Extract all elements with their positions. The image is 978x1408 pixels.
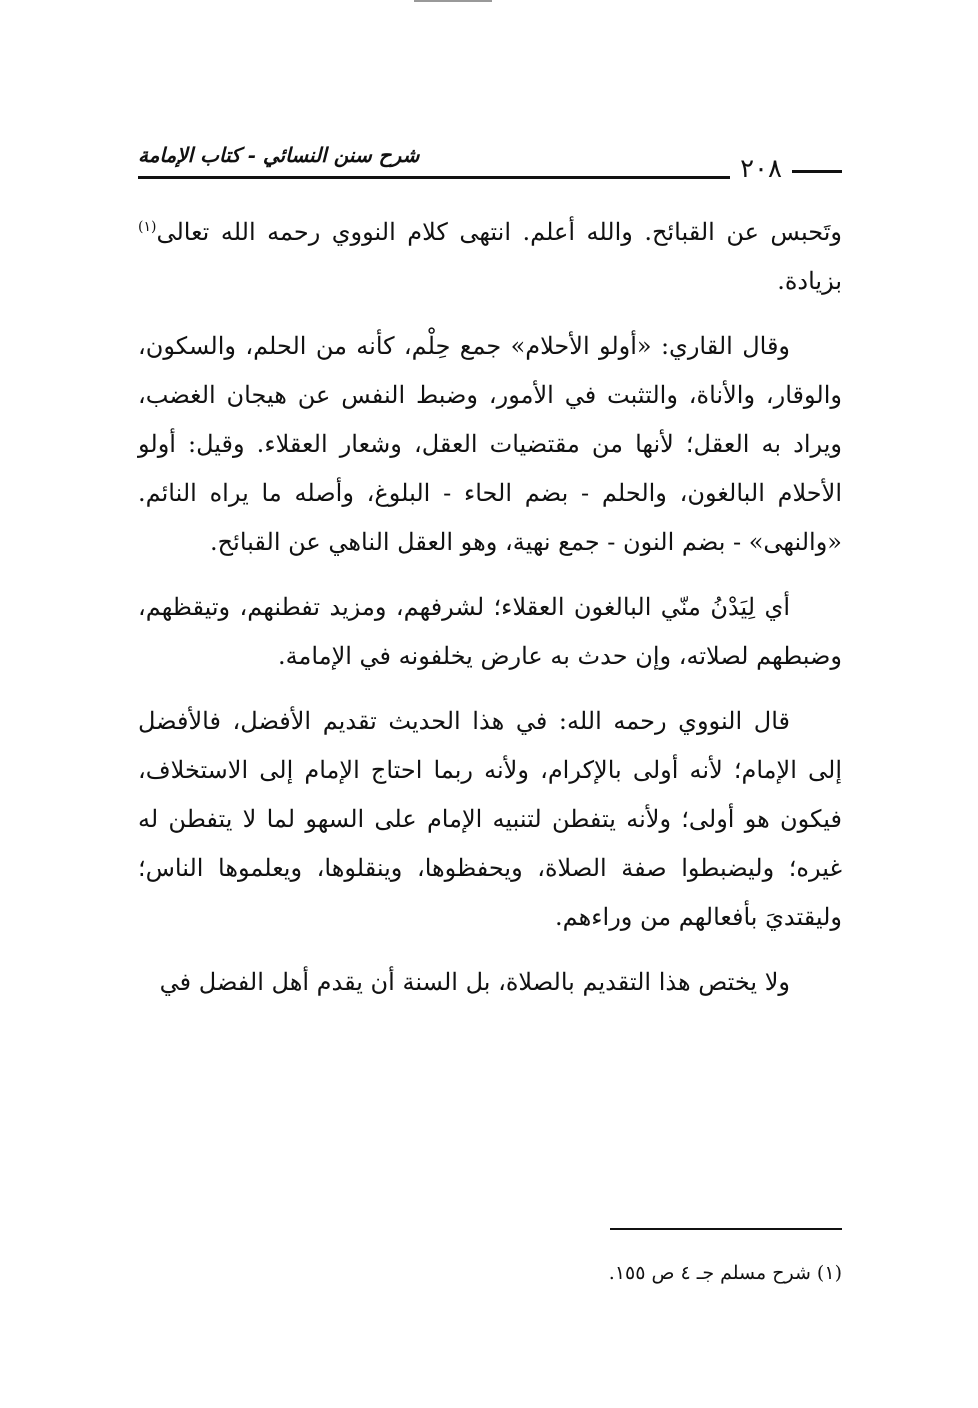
paragraph-1-text-end: بزيادة.: [777, 267, 842, 295]
page-number: ٢٠٨: [740, 154, 782, 184]
footnote-reference: (١): [138, 219, 157, 235]
footnote: (١) شرح مسلم جـ ٤ ص ١٥٥.: [608, 1262, 842, 1284]
page-number-dash: [792, 170, 842, 173]
top-edge-mark: [414, 0, 492, 2]
paragraph-5: ولا يختص هذا التقديم بالصلاة، بل السنة أن يقدم أهل الفضل في: [159, 968, 790, 996]
paragraph-3: أي لِيَدْنُ منّي البالغون العقلاء؛ لشرفهم، ومزيد تفطنهم، وتيقظهم، وضبطهم لصلاته، وإن حدث به عارض يخلفونه في الإمامة.: [138, 593, 842, 670]
header-rule: [138, 176, 730, 179]
paragraph-1: [138, 208, 842, 306]
footnote-rule: [610, 1228, 842, 1230]
paragraph-1-text: وتَحبس عن القبائح. والله أعلم. انتهى كلام النووي رحمه الله تعالى: [156, 218, 842, 246]
paragraph-4: قال النووي رحمه الله: في هذا الحديث تقديم الأفضل، فالأفضل إلى الإمام؛ لأنه أولى بالإكرام، ولأنه ربما احتاج الإمام إلى الاستخلاف، فيكون هو أولى؛ ولأنه يتفطن لتنبيه الإمام على السهو لما لا يتفطن له غيره؛ وليضبطوا صفة الصلاة، ويحفظوها، وينقلوها، ويعلموها الناس؛ وليقتديَ بأفعالهم من وراءهم.: [138, 707, 842, 931]
paragraph-2: وقال القاري: «أولو الأحلام» جمع حِلْم، كأنه من الحلم، والسكون، والوقار، والأناة، والتثبت في الأمور، وضبط النفس عن هيجان الغضب، ويراد به العقل؛ لأنها من مقتضيات العقل، وشعار العقلاء. وقيل: أولو الأحلام البالغون، والحلم - بضم الحاء - البلوغ، وأصله ما يراه النائم. «والنهى» - بضم النون - جمع نهية، وهو العقل الناهي عن القبائح.: [138, 332, 842, 556]
body-text: [138, 208, 842, 1023]
running-title: شرح سنن النسائي - كتاب الإمامة: [138, 143, 420, 167]
page-header: [138, 140, 842, 190]
